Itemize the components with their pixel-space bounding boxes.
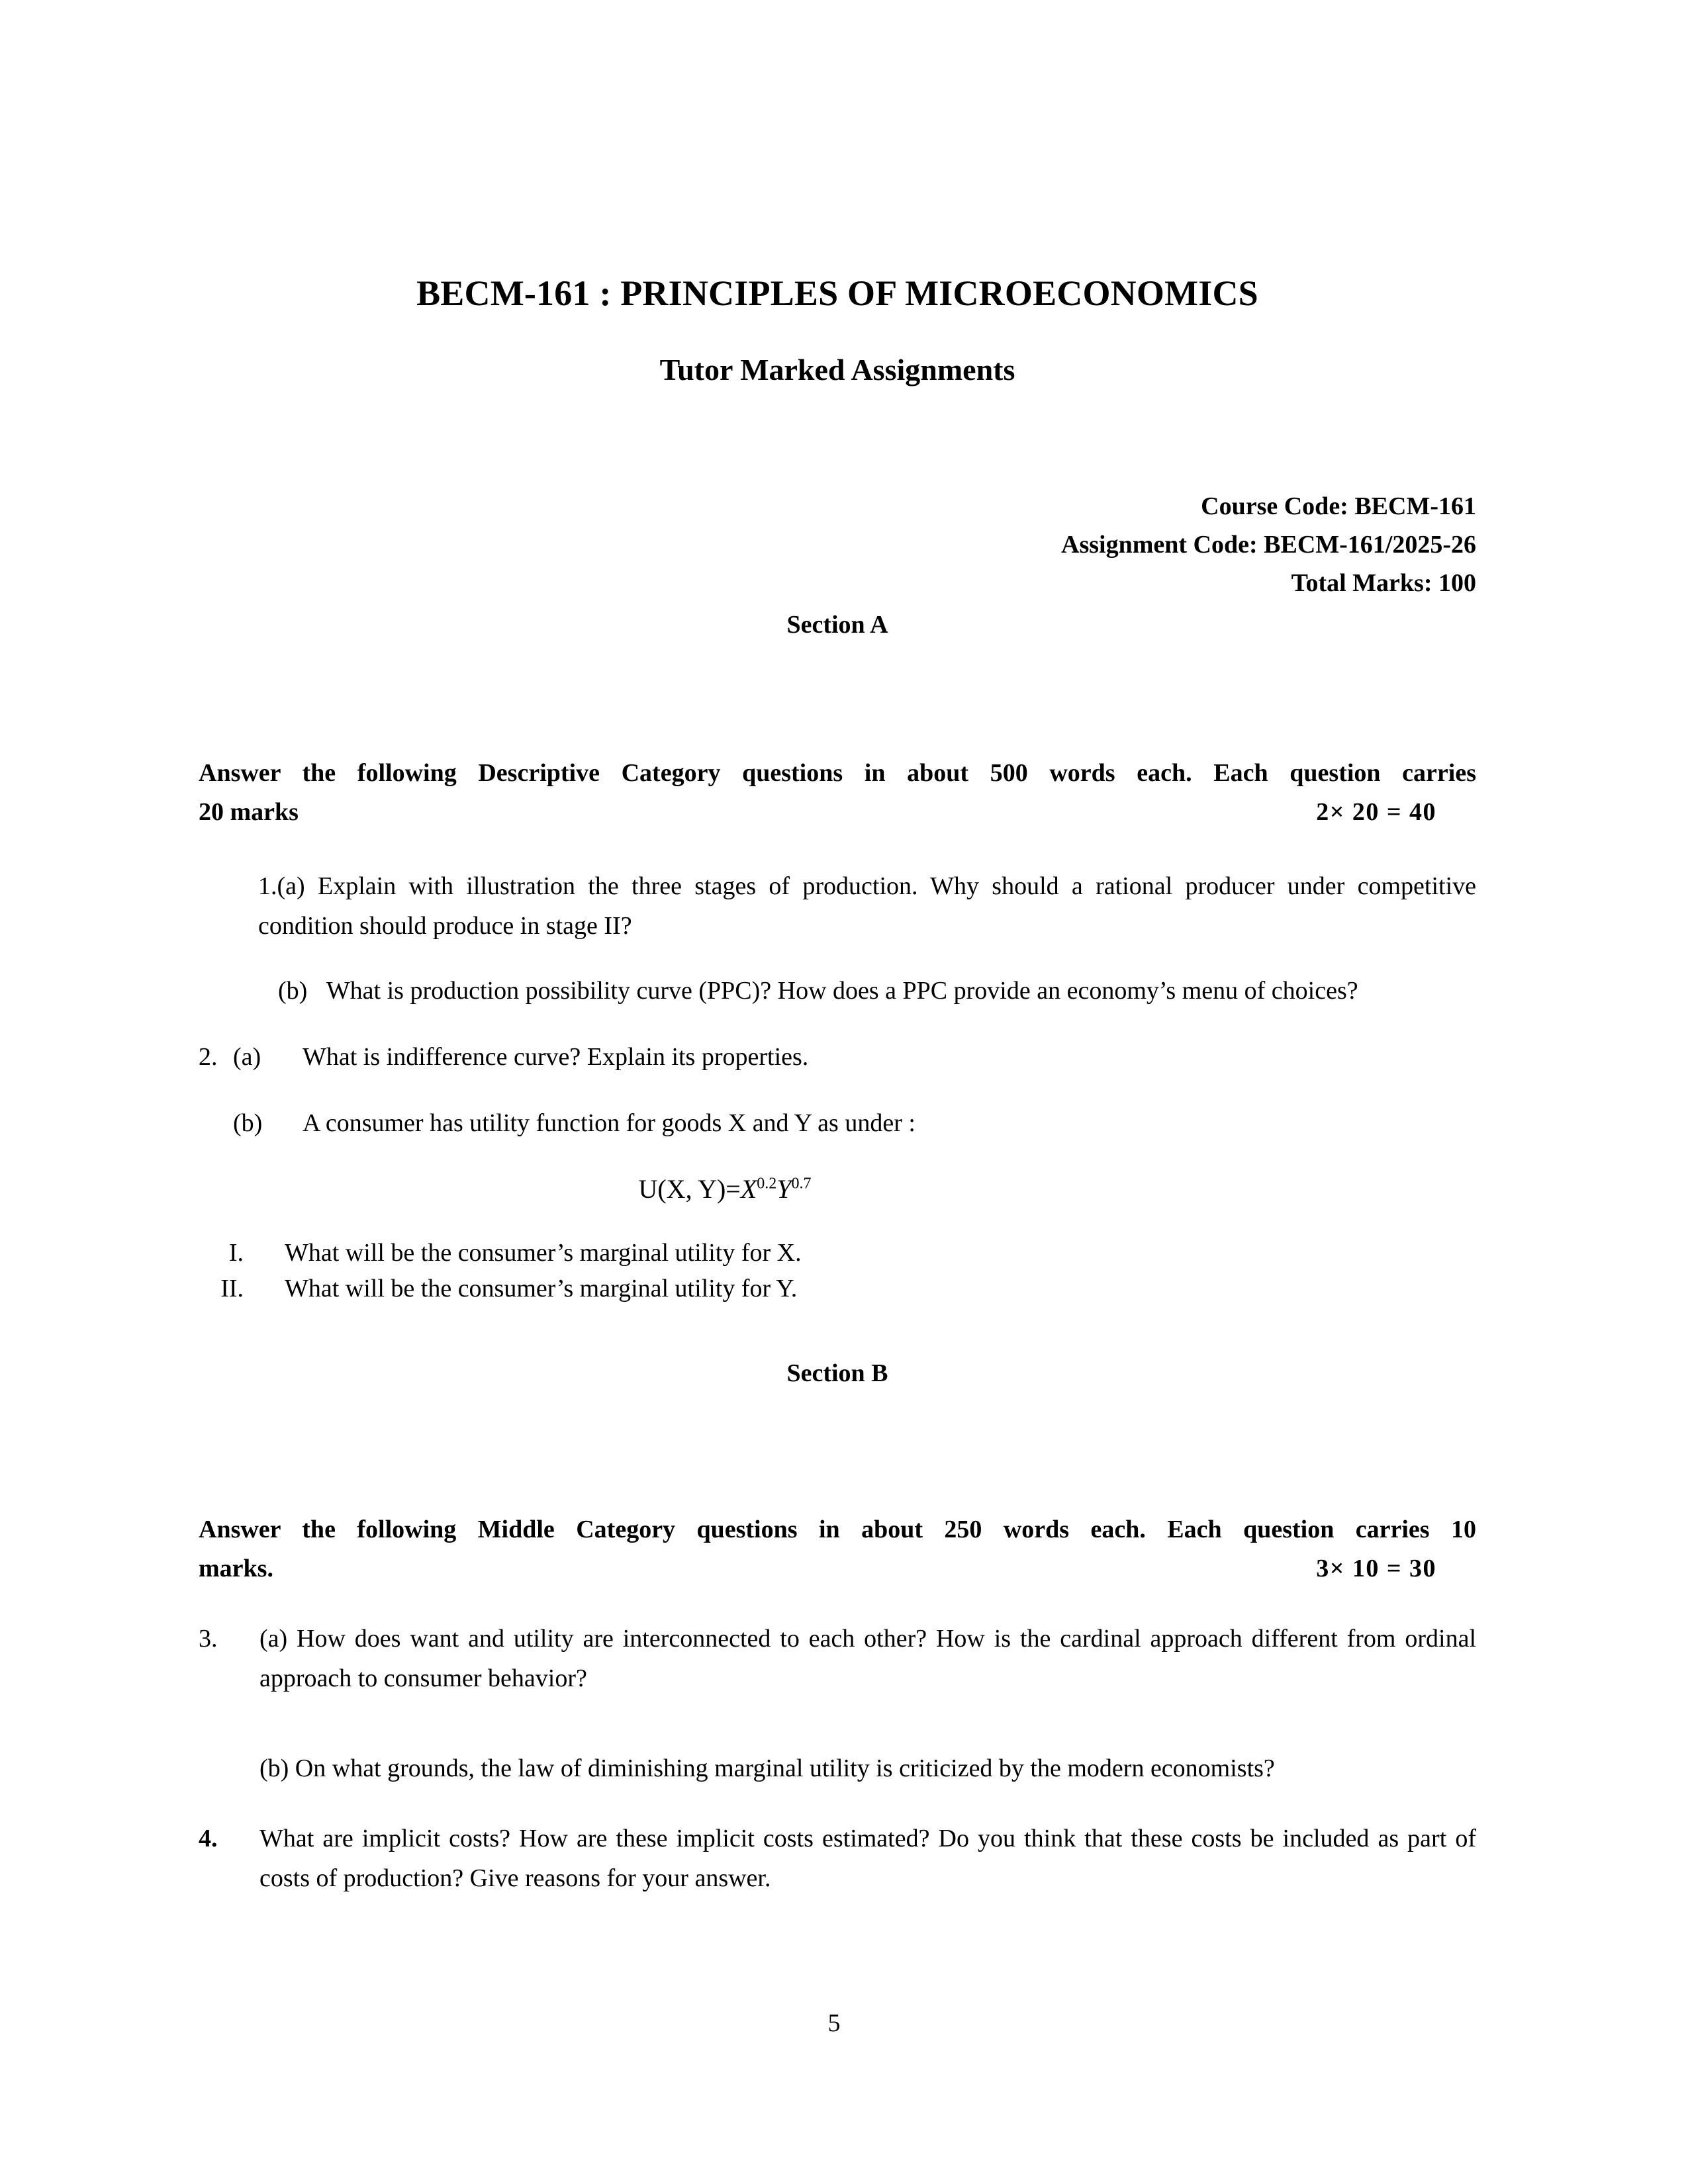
section-a-instruction-marks-label: 20 marks bbox=[199, 798, 299, 827]
question-1b bbox=[199, 971, 1476, 1011]
formula-exponent-y: 0.7 bbox=[791, 1175, 812, 1193]
question-3-text: (a) How does want and utility are interconnected to each other? How is the cardinal approach different from ordinal approach to consumer behavior? bbox=[259, 1625, 1476, 1693]
section-b-instruction-line1: Answer the following Middle Category questions in about 250 words each. Each question carries 10 bbox=[199, 1516, 1476, 1544]
section-a-heading: Section A bbox=[786, 611, 888, 639]
roman-item-ii-numeral: II. bbox=[220, 1275, 244, 1303]
assignment-code: Assignment Code: BECM-161/2025-26 bbox=[1061, 530, 1476, 559]
question-1b-number: (b) bbox=[278, 977, 308, 1005]
section-a-marks-equation: 2× 20 = 40 bbox=[1316, 798, 1436, 827]
page-number-value: 5 bbox=[827, 2009, 841, 2037]
formula-var-x: X bbox=[740, 1174, 757, 1205]
section-a-instruction-line2 bbox=[199, 793, 1476, 832]
question-1a-number: 1.(a) bbox=[258, 872, 305, 901]
question-2a-number: 2. bbox=[199, 1043, 218, 1071]
question-1b-space bbox=[307, 977, 326, 1005]
question-2b-text: A consumer has utility function for goods X and Y as under : bbox=[303, 1109, 915, 1138]
total-marks: Total Marks: 100 bbox=[1291, 569, 1476, 597]
roman-item-i bbox=[199, 1236, 1476, 1271]
section-b-instruction bbox=[199, 1510, 1476, 1588]
section-b-instruction-line2 bbox=[199, 1549, 1476, 1588]
section-b-heading: Section B bbox=[786, 1359, 888, 1388]
question-3 bbox=[199, 1619, 1476, 1698]
roman-item-i-text: What will be the consumer’s marginal utility for X. bbox=[285, 1239, 802, 1267]
section-a-instruction-line1: Answer the following Descriptive Category questions in about 500 words each. Each question carries bbox=[199, 759, 1476, 788]
roman-item-ii-text: What will be the consumer’s marginal utility for Y. bbox=[285, 1275, 798, 1303]
page-number bbox=[0, 2009, 1688, 2038]
question-1a-text: Explain with illustration the three stages of production. Why should a rational producer under competitive condition should produce in stage II? bbox=[258, 872, 1476, 940]
roman-numeral-list bbox=[199, 1236, 1476, 1307]
page-title: BECM-161 : PRINCIPLES OF MICROECONOMICS bbox=[416, 273, 1258, 313]
formula-lhs: U(X, Y)= bbox=[638, 1174, 741, 1205]
question-4-text: What are implicit costs? How are these implicit costs estimated? Do you think that these costs be included as part of costs of production? Give reasons for your answer. bbox=[259, 1825, 1476, 1893]
question-1a-space bbox=[305, 872, 318, 900]
roman-item-i-numeral: I. bbox=[228, 1239, 244, 1267]
page-subtitle: Tutor Marked Assignments bbox=[659, 352, 1015, 387]
formula-exponent-x: 0.2 bbox=[757, 1175, 777, 1193]
roman-item-ii bbox=[199, 1271, 1476, 1307]
question-3-number: 3. bbox=[199, 1625, 218, 1653]
question-2b-alpha: (b) bbox=[233, 1109, 263, 1138]
page-content bbox=[199, 0, 1476, 1898]
question-1a bbox=[199, 866, 1476, 946]
question-4-number: 4. bbox=[199, 1825, 218, 1853]
question-4 bbox=[199, 1819, 1476, 1898]
question-1b-text: What is production possibility curve (PPC)? How does a PPC provide an economy’s menu of choices? bbox=[326, 977, 1358, 1005]
question-2a bbox=[199, 1037, 1476, 1077]
course-code-block bbox=[199, 488, 1476, 602]
question-2b bbox=[199, 1103, 1476, 1143]
formula-var-y: Y bbox=[776, 1174, 792, 1205]
question-2a-alpha: (a) bbox=[233, 1043, 261, 1071]
section-b-instruction-marks-label: marks. bbox=[199, 1555, 273, 1583]
section-a-instruction bbox=[199, 754, 1476, 832]
question-2a-text: What is indifference curve? Explain its properties. bbox=[303, 1043, 809, 1071]
utility-function-formula bbox=[199, 1171, 1476, 1208]
section-b-marks-equation: 3× 10 = 30 bbox=[1316, 1555, 1436, 1583]
course-code: Course Code: BECM-161 bbox=[1201, 492, 1476, 520]
question-3b: (b) On what grounds, the law of diminishing marginal utility is criticized by the modern economists? bbox=[259, 1754, 1275, 1783]
